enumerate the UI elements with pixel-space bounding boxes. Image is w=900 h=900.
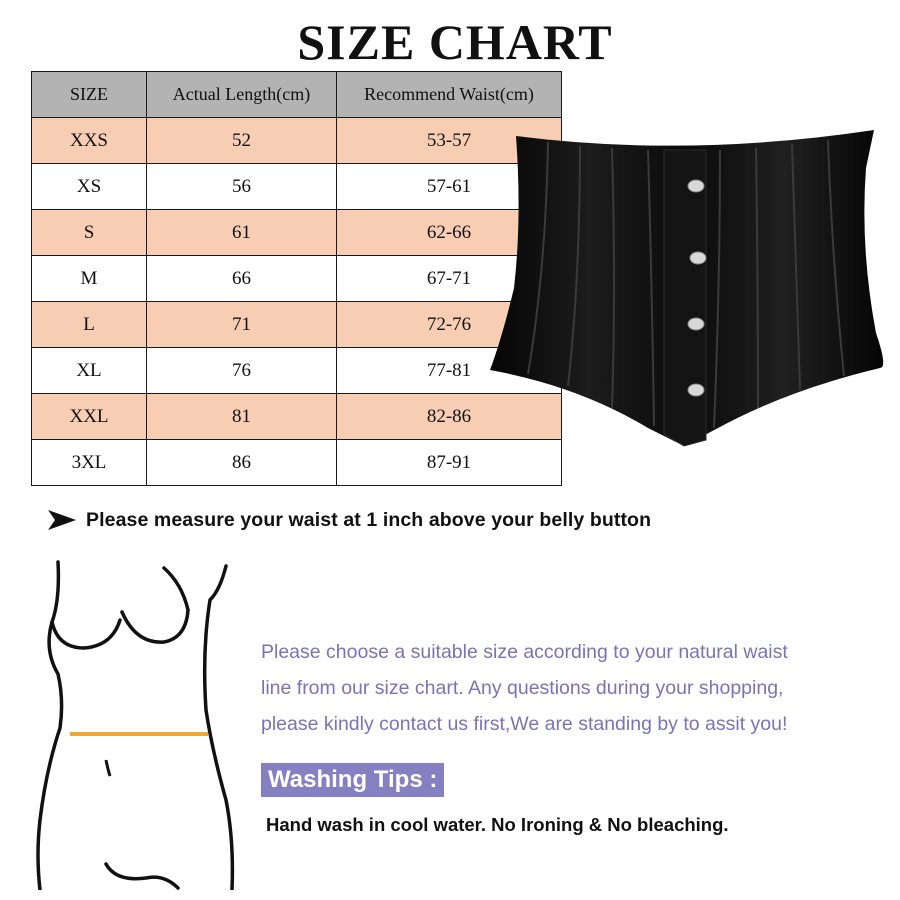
- size-cell: L: [32, 302, 147, 348]
- measure-note: [48, 507, 651, 533]
- corset-image: [488, 128, 888, 453]
- table-row: [32, 210, 562, 256]
- table-row: [32, 302, 562, 348]
- waist-cell: 62-66: [337, 210, 562, 256]
- table-row: [32, 256, 562, 302]
- waist-cell: 67-71: [337, 256, 562, 302]
- size-cell: XL: [32, 348, 147, 394]
- length-cell: 52: [147, 118, 337, 164]
- waist-cell: 53-57: [337, 118, 562, 164]
- size-advice: [261, 634, 881, 742]
- washing-tips-text: Hand wash in cool water. No Ironing & No bleaching.: [266, 814, 729, 835]
- table-row: [32, 348, 562, 394]
- table-row: [32, 440, 562, 486]
- size-cell: S: [32, 210, 147, 256]
- size-cell: 3XL: [32, 440, 147, 486]
- size-cell: XXS: [32, 118, 147, 164]
- advice-line: line from our size chart. Any questions during your shopping,: [261, 677, 784, 699]
- size-cell: XXL: [32, 394, 147, 440]
- waist-cell: 82-86: [337, 394, 562, 440]
- table-row: [32, 394, 562, 440]
- size-table: [31, 71, 562, 486]
- length-cell: 61: [147, 210, 337, 256]
- size-cell: XS: [32, 164, 147, 210]
- length-cell: 56: [147, 164, 337, 210]
- arrow-right-icon: [48, 510, 76, 530]
- size-cell: M: [32, 256, 147, 302]
- length-cell: 66: [147, 256, 337, 302]
- waist-cell: 72-76: [337, 302, 562, 348]
- length-cell: 81: [147, 394, 337, 440]
- waist-cell: 57-61: [337, 164, 562, 210]
- advice-line: please kindly contact us first,We are standing by to assit you!: [261, 713, 788, 735]
- length-cell: 71: [147, 302, 337, 348]
- table-row: [32, 164, 562, 210]
- measure-note-text: Please measure your waist at 1 inch above your belly button: [86, 508, 652, 531]
- advice-line: Please choose a suitable size according to your natural waist: [261, 641, 788, 663]
- waist-cell: 77-81: [337, 348, 562, 394]
- washing-tips-heading: Washing Tips :: [261, 763, 444, 797]
- size-table-header: [32, 72, 562, 118]
- length-cell: 86: [147, 440, 337, 486]
- header-actual-length: Actual Length(cm): [147, 72, 337, 118]
- waist-cell: 87-91: [337, 440, 562, 486]
- body-outline-illustration: [36, 560, 236, 890]
- table-row: [32, 118, 562, 164]
- length-cell: 76: [147, 348, 337, 394]
- page-title: SIZE CHART: [297, 14, 613, 70]
- header-recommend-waist: Recommend Waist(cm): [337, 72, 562, 118]
- header-size: SIZE: [32, 72, 147, 118]
